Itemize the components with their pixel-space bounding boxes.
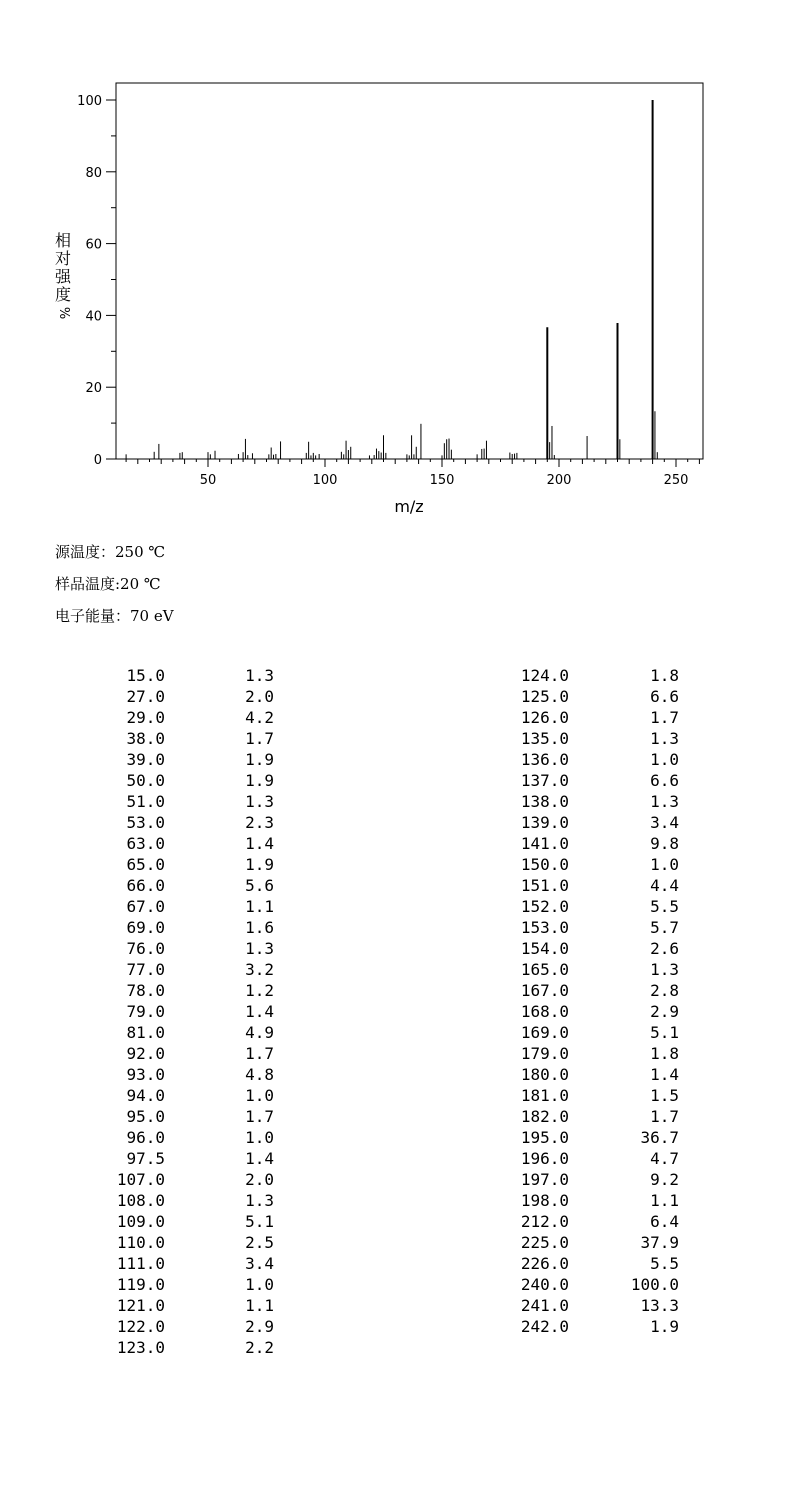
table-row (0, 875, 794, 896)
mz-value: 195.0 (520, 1128, 569, 1147)
mz-value: 167.0 (520, 981, 569, 1000)
table-row (0, 854, 794, 875)
mz-value: 136.0 (520, 750, 569, 769)
intensity-value: 2.3 (245, 813, 274, 832)
y-tick-label: 20 (85, 381, 102, 397)
mz-value: 138.0 (520, 792, 569, 811)
mz-value: 110.0 (116, 1233, 165, 1252)
source-temperature: 源温度：250 ℃ (55, 543, 166, 561)
mz-value: 141.0 (520, 834, 569, 853)
y-tick-label: 60 (85, 237, 102, 253)
mz-value: 121.0 (116, 1296, 165, 1315)
mz-value: 152.0 (520, 897, 569, 916)
table-row (0, 1337, 794, 1358)
table-row (0, 1316, 794, 1337)
intensity-value: 36.7 (640, 1128, 679, 1147)
intensity-value: 1.0 (650, 855, 679, 874)
mz-value: 168.0 (520, 1002, 569, 1021)
table-row (0, 665, 794, 686)
intensity-value: 1.8 (650, 1044, 679, 1063)
mz-value: 154.0 (520, 939, 569, 958)
intensity-value: 13.3 (640, 1296, 679, 1315)
mz-value: 65.0 (126, 855, 165, 874)
table-row (0, 791, 794, 812)
intensity-value: 1.7 (245, 729, 274, 748)
mz-value: 181.0 (520, 1086, 569, 1105)
intensity-value: 1.4 (245, 834, 274, 853)
intensity-value: 1.4 (245, 1149, 274, 1168)
intensity-value: 2.0 (245, 687, 274, 706)
mz-value: 108.0 (116, 1191, 165, 1210)
y-axis-label-char: % (56, 306, 71, 320)
table-row (0, 959, 794, 980)
table-row (0, 686, 794, 707)
intensity-value: 1.5 (650, 1086, 679, 1105)
intensity-value: 5.7 (650, 918, 679, 937)
intensity-value: 1.3 (650, 792, 679, 811)
table-row (0, 896, 794, 917)
intensity-value: 1.0 (650, 750, 679, 769)
x-tick-label: 150 (429, 473, 455, 488)
intensity-value: 2.9 (245, 1317, 274, 1336)
intensity-value: 4.4 (650, 876, 679, 895)
y-axis-label-char: 强 (54, 267, 71, 286)
electron-energy: 电子能量：70 eV (55, 607, 174, 625)
intensity-value: 1.3 (650, 960, 679, 979)
intensity-value: 1.3 (245, 792, 274, 811)
intensity-value: 1.6 (245, 918, 274, 937)
mz-value: 182.0 (520, 1107, 569, 1126)
intensity-value: 2.0 (245, 1170, 274, 1189)
intensity-value: 2.6 (650, 939, 679, 958)
mz-value: 29.0 (126, 708, 165, 727)
table-row (0, 749, 794, 770)
mz-value: 92.0 (126, 1044, 165, 1063)
x-axis-ticks (126, 459, 699, 488)
mz-value: 53.0 (126, 813, 165, 832)
x-tick-label: 50 (199, 473, 217, 488)
mz-value: 122.0 (116, 1317, 165, 1336)
mz-value: 79.0 (126, 1002, 165, 1021)
y-tick-label: 80 (85, 165, 102, 181)
mz-value: 169.0 (520, 1023, 569, 1042)
intensity-value: 2.2 (245, 1338, 274, 1357)
table-row (0, 812, 794, 833)
intensity-value: 4.9 (245, 1023, 274, 1042)
mz-value: 151.0 (520, 876, 569, 895)
mz-value: 76.0 (126, 939, 165, 958)
intensity-value: 1.4 (245, 1002, 274, 1021)
mz-value: 180.0 (520, 1065, 569, 1084)
y-axis-label-char: 相 (54, 231, 71, 250)
table-row (0, 1043, 794, 1064)
intensity-value: 5.1 (650, 1023, 679, 1042)
intensity-value: 3.2 (245, 960, 274, 979)
mz-value: 111.0 (116, 1254, 165, 1273)
intensity-value: 1.7 (245, 1107, 274, 1126)
y-tick-label: 100 (77, 94, 102, 109)
intensity-value: 100.0 (630, 1275, 679, 1294)
mz-value: 240.0 (520, 1275, 569, 1294)
table-row (0, 917, 794, 938)
table-row (0, 1022, 794, 1043)
intensity-value: 1.1 (245, 897, 274, 916)
table-row (0, 1001, 794, 1022)
intensity-value: 1.3 (245, 1191, 274, 1210)
mz-value: 95.0 (126, 1107, 165, 1126)
intensity-value: 6.4 (650, 1212, 679, 1231)
mz-value: 124.0 (520, 666, 569, 685)
table-row (0, 1190, 794, 1211)
mz-value: 196.0 (520, 1149, 569, 1168)
mz-value: 69.0 (126, 918, 165, 937)
mz-value: 15.0 (126, 666, 165, 685)
table-row (0, 770, 794, 791)
intensity-value: 5.1 (245, 1212, 274, 1231)
mz-value: 135.0 (520, 729, 569, 748)
intensity-value: 37.9 (640, 1233, 679, 1252)
mz-value: 242.0 (520, 1317, 569, 1336)
mz-value: 27.0 (126, 687, 165, 706)
intensity-value: 1.9 (245, 771, 274, 790)
mz-value: 226.0 (520, 1254, 569, 1273)
intensity-value: 1.0 (245, 1275, 274, 1294)
mz-value: 125.0 (520, 687, 569, 706)
intensity-value: 1.9 (245, 750, 274, 769)
mz-value: 93.0 (126, 1065, 165, 1084)
y-axis-ticks (77, 94, 116, 468)
intensity-value: 5.6 (245, 876, 274, 895)
sample-temperature: 样品温度:20 ℃ (55, 575, 161, 593)
intensity-value: 4.2 (245, 708, 274, 727)
plot-frame (116, 83, 703, 459)
intensity-value: 1.3 (650, 729, 679, 748)
table-row (0, 728, 794, 749)
mz-value: 81.0 (126, 1023, 165, 1042)
mz-value: 97.5 (126, 1149, 165, 1168)
intensity-value: 1.7 (650, 1107, 679, 1126)
mz-value: 225.0 (520, 1233, 569, 1252)
intensity-value: 2.5 (245, 1233, 274, 1252)
mz-value: 94.0 (126, 1086, 165, 1105)
table-row (0, 1211, 794, 1232)
table-row (0, 980, 794, 1001)
mz-value: 197.0 (520, 1170, 569, 1189)
intensity-value: 1.7 (650, 708, 679, 727)
intensity-value: 4.8 (245, 1065, 274, 1084)
intensity-value: 1.3 (245, 939, 274, 958)
intensity-value: 1.2 (245, 981, 274, 1000)
table-row (0, 938, 794, 959)
mz-value: 63.0 (126, 834, 165, 853)
intensity-value: 1.9 (650, 1317, 679, 1336)
table-row (0, 1127, 794, 1148)
mz-value: 123.0 (116, 1338, 165, 1357)
intensity-value: 9.2 (650, 1170, 679, 1189)
intensity-value: 1.8 (650, 666, 679, 685)
mz-value: 39.0 (126, 750, 165, 769)
table-row (0, 707, 794, 728)
table-row (0, 1148, 794, 1169)
intensity-value: 1.0 (245, 1128, 274, 1147)
x-tick-label: 200 (546, 473, 572, 488)
mz-value: 139.0 (520, 813, 569, 832)
intensity-value: 3.4 (245, 1254, 274, 1273)
intensity-value: 1.9 (245, 855, 274, 874)
table-row (0, 1169, 794, 1190)
mz-value: 67.0 (126, 897, 165, 916)
table-row (0, 1232, 794, 1253)
mz-value: 38.0 (126, 729, 165, 748)
spectrum-peaks (126, 100, 657, 459)
intensity-value: 1.1 (650, 1191, 679, 1210)
x-tick-label: 250 (663, 473, 689, 488)
mz-value: 153.0 (520, 918, 569, 937)
intensity-value: 1.3 (245, 666, 274, 685)
y-tick-label: 40 (85, 309, 102, 325)
mz-value: 150.0 (520, 855, 569, 874)
x-axis-label: m/z (394, 497, 424, 516)
intensity-value: 2.8 (650, 981, 679, 1000)
mz-value: 179.0 (520, 1044, 569, 1063)
mz-value: 50.0 (126, 771, 165, 790)
intensity-value: 1.1 (245, 1296, 274, 1315)
y-tick-label: 0 (93, 453, 102, 468)
intensity-value: 9.8 (650, 834, 679, 853)
intensity-value: 1.7 (245, 1044, 274, 1063)
intensity-value: 2.9 (650, 1002, 679, 1021)
table-row (0, 1106, 794, 1127)
mz-value: 198.0 (520, 1191, 569, 1210)
y-axis-label (54, 232, 72, 322)
intensity-value: 1.4 (650, 1065, 679, 1084)
intensity-value: 5.5 (650, 1254, 679, 1273)
mz-value: 119.0 (116, 1275, 165, 1294)
intensity-value: 3.4 (650, 813, 679, 832)
mz-value: 137.0 (520, 771, 569, 790)
y-axis-label-char: 对 (54, 249, 71, 268)
table-row (0, 1064, 794, 1085)
mz-value: 77.0 (126, 960, 165, 979)
table-row (0, 1253, 794, 1274)
intensity-value: 6.6 (650, 687, 679, 706)
intensity-value: 1.0 (245, 1086, 274, 1105)
intensity-value: 4.7 (650, 1149, 679, 1168)
mz-value: 165.0 (520, 960, 569, 979)
intensity-value: 6.6 (650, 771, 679, 790)
mz-value: 109.0 (116, 1212, 165, 1231)
mz-value: 212.0 (520, 1212, 569, 1231)
mz-value: 66.0 (126, 876, 165, 895)
intensity-value: 5.5 (650, 897, 679, 916)
mz-value: 126.0 (520, 708, 569, 727)
y-axis-label-char: 度 (54, 285, 71, 304)
mass-spectrum-chart (0, 0, 794, 530)
table-row (0, 1295, 794, 1316)
table-row (0, 1274, 794, 1295)
x-tick-label: 100 (312, 473, 338, 488)
table-row (0, 1085, 794, 1106)
mz-value: 78.0 (126, 981, 165, 1000)
mz-value: 241.0 (520, 1296, 569, 1315)
mz-value: 96.0 (126, 1128, 165, 1147)
table-row (0, 833, 794, 854)
mz-value: 51.0 (126, 792, 165, 811)
mz-value: 107.0 (116, 1170, 165, 1189)
